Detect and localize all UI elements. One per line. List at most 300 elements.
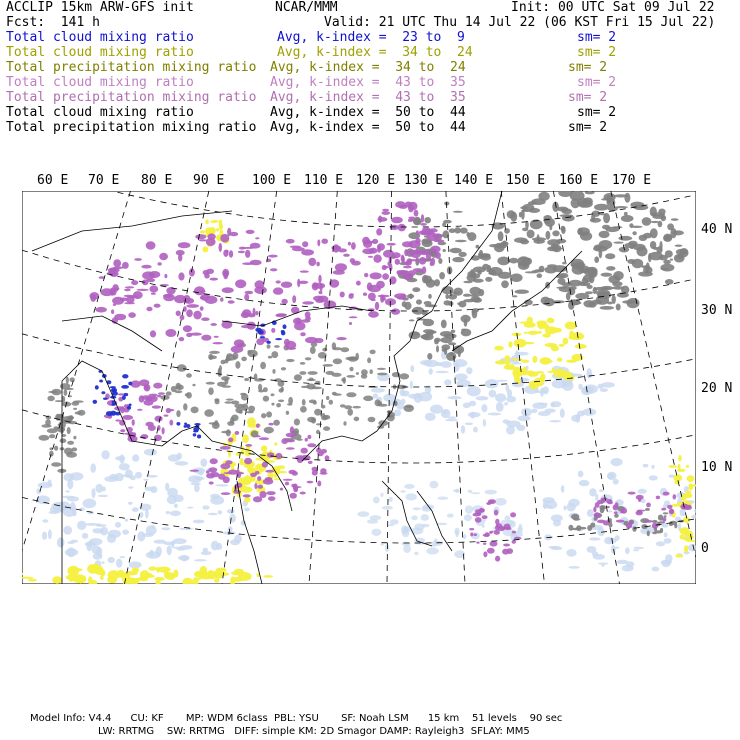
cloud-cell xyxy=(401,490,406,492)
cloud-cell xyxy=(183,325,192,332)
cloud-cell xyxy=(638,497,641,502)
cloud-cell xyxy=(135,472,142,479)
cloud-cell xyxy=(260,336,265,338)
cloud-cell xyxy=(422,504,434,509)
cloud-cell xyxy=(206,470,209,473)
cloud-cell xyxy=(300,406,307,413)
cloud-cell xyxy=(382,265,387,270)
cloud-cell xyxy=(186,309,193,317)
cloud-cell xyxy=(508,341,512,347)
cloud-cell xyxy=(563,338,569,345)
cloud-cell xyxy=(323,364,334,367)
cloud-cell xyxy=(571,514,579,520)
cloud-cell xyxy=(615,206,627,208)
cloud-cell xyxy=(606,499,612,503)
cloud-cell xyxy=(482,525,485,528)
cloud-cell xyxy=(608,275,620,283)
cloud-cell xyxy=(241,486,253,492)
cloud-cell xyxy=(73,400,84,402)
cloud-cell xyxy=(646,503,651,508)
cloud-cell xyxy=(523,371,535,376)
cloud-cell xyxy=(585,191,595,194)
cloud-cell xyxy=(235,279,246,288)
cloud-cell xyxy=(688,483,693,490)
cloud-cell xyxy=(370,272,382,279)
cloud-cell xyxy=(197,578,201,580)
cloud-cell xyxy=(102,561,105,564)
cloud-cell xyxy=(368,311,379,318)
cloud-cell xyxy=(313,401,317,405)
valid-time: Valid: 21 UTC Thu 14 Jul 22 (06 KST Fri 15 Jul 22) xyxy=(324,15,716,30)
cloud-cell xyxy=(454,528,459,535)
cloud-cell xyxy=(649,475,658,480)
cloud-cell xyxy=(137,289,149,291)
cloud-cell xyxy=(100,576,104,580)
cloud-cell xyxy=(568,287,575,295)
cloud-cell xyxy=(569,566,580,569)
cloud-cell xyxy=(210,278,218,281)
cloud-cell xyxy=(227,509,235,514)
cloud-cell xyxy=(174,295,186,303)
cloud-cell xyxy=(73,436,76,440)
cloud-cell xyxy=(452,257,464,262)
cloud-cell xyxy=(57,537,65,547)
cloud-cell xyxy=(513,371,521,378)
legend-avg-3: Avg, k-index = 43 to 35 xyxy=(270,75,466,90)
cloud-cell xyxy=(534,390,548,393)
cloud-cell xyxy=(294,322,305,331)
cloud-cell xyxy=(434,338,441,342)
cloud-cell xyxy=(278,400,284,403)
cloud-cell xyxy=(557,278,565,285)
cloud-cell xyxy=(186,373,192,378)
cloud-cell xyxy=(519,212,522,218)
cloud-cell xyxy=(185,393,189,396)
cloud-cell xyxy=(538,411,551,416)
cloud-cell xyxy=(485,532,490,537)
cloud-cell xyxy=(614,514,619,518)
cloud-cell xyxy=(343,421,346,425)
cloud-cell xyxy=(494,510,498,516)
cloud-cell xyxy=(506,396,516,402)
cloud-cell xyxy=(540,357,552,364)
cloud-cell xyxy=(95,307,107,313)
cloud-cell xyxy=(442,286,454,294)
cloud-cell xyxy=(391,217,403,224)
legend-field-6: Total precipitation mixing ratio xyxy=(6,120,257,135)
cloud-cell xyxy=(176,385,184,391)
cloud-cell xyxy=(415,238,420,244)
cloud-cell xyxy=(220,234,229,243)
cloud-cell xyxy=(489,390,497,398)
cloud-cell xyxy=(311,387,322,390)
cloud-cell xyxy=(532,270,544,273)
cloud-cell xyxy=(261,413,266,418)
cloud-cell xyxy=(225,358,232,361)
cloud-cell xyxy=(68,416,74,419)
cloud-cell xyxy=(55,414,61,421)
cloud-cell xyxy=(406,493,417,500)
cloud-cell xyxy=(422,333,434,340)
cloud-cell xyxy=(449,228,456,233)
cloud-cell xyxy=(496,402,504,412)
cloud-cell xyxy=(481,255,491,261)
cloud-cell xyxy=(307,435,311,439)
cloud-cell xyxy=(607,473,614,480)
lon-label: 140 E xyxy=(454,173,494,188)
cloud-cell xyxy=(178,272,184,280)
cloud-cell xyxy=(194,477,205,481)
cloud-cell xyxy=(286,411,289,415)
cloud-cell xyxy=(551,345,559,351)
cloud-cell xyxy=(120,556,126,558)
cloud-cell xyxy=(216,228,219,232)
cloud-cell xyxy=(377,373,388,376)
cloud-cell xyxy=(146,307,152,312)
cloud-cell xyxy=(63,526,72,535)
cloud-cell xyxy=(395,259,400,265)
cloud-cell xyxy=(421,214,424,222)
cloud-cell xyxy=(263,387,268,392)
cloud-cell xyxy=(120,429,125,432)
cloud-cell xyxy=(410,380,413,389)
cloud-cell xyxy=(164,274,167,278)
cloud-cell xyxy=(244,294,249,301)
cloud-cell xyxy=(200,230,205,233)
cloud-cell xyxy=(175,461,188,466)
cloud-cell xyxy=(638,271,653,276)
cloud-cell xyxy=(495,360,507,364)
cloud-cell xyxy=(208,354,213,360)
cloud-cell xyxy=(469,528,474,530)
cloud-cell xyxy=(209,481,214,484)
cloud-cell xyxy=(239,410,243,413)
cloud-cell xyxy=(652,523,658,529)
cloud-cell xyxy=(414,552,419,555)
cloud-cell xyxy=(559,344,565,347)
cloud-cell xyxy=(290,246,301,249)
cloud-cell xyxy=(246,411,254,413)
cloud-cell xyxy=(132,454,139,461)
cloud-cell xyxy=(276,313,287,316)
cloud-cell xyxy=(271,403,274,406)
cloud-cell xyxy=(439,272,445,279)
cloud-cell xyxy=(514,537,522,540)
cloud-cell xyxy=(210,323,217,326)
cloud-cell xyxy=(412,287,420,292)
cloud-cell xyxy=(547,264,557,267)
cloud-cell xyxy=(151,293,156,295)
cloud-cell xyxy=(648,253,652,262)
cloud-cell xyxy=(255,311,258,315)
cloud-cell xyxy=(217,382,226,387)
cloud-cell xyxy=(356,281,361,286)
cloud-cell xyxy=(146,241,156,249)
cloud-cell xyxy=(651,465,654,469)
cloud-cell xyxy=(192,384,195,387)
cloud-cell xyxy=(122,530,129,535)
cloud-cell xyxy=(66,377,69,384)
cloud-cell xyxy=(127,406,131,410)
cloud-cell xyxy=(441,320,447,329)
cloud-cell xyxy=(455,489,460,493)
cloud-cell xyxy=(512,531,516,534)
cloud-cell xyxy=(108,557,115,563)
cloud-cell xyxy=(495,498,507,506)
cloud-cell xyxy=(430,261,433,266)
cloud-cell xyxy=(258,330,264,334)
cloud-cell xyxy=(559,273,569,278)
cloud-cell xyxy=(111,309,114,314)
cloud-cell xyxy=(633,549,639,551)
cloud-cell xyxy=(536,331,542,334)
cloud-cell xyxy=(90,463,96,473)
cloud-cell xyxy=(208,513,218,516)
legend-field-3: Total cloud mixing ratio xyxy=(6,75,194,90)
cloud-cell xyxy=(504,365,514,370)
cloud-cell xyxy=(305,438,308,442)
cloud-cell xyxy=(587,525,592,531)
model-info-line1: Model Info: V4.4 CU: KF MP: WDM 6class PBL: YSU SF: Noah LSM 15 km 51 levels 90 sec xyxy=(30,713,563,724)
cloud-cell xyxy=(599,505,606,510)
cloud-cell xyxy=(144,386,149,390)
cloud-cell xyxy=(272,369,275,374)
cloud-cell xyxy=(557,357,563,361)
cloud-cell xyxy=(281,330,285,333)
cloud-cell xyxy=(349,293,354,296)
cloud-cell xyxy=(346,375,355,378)
cloud-cell xyxy=(466,232,469,237)
lat-label: 20 N xyxy=(701,381,733,396)
cloud-cell xyxy=(45,419,51,426)
cloud-cell xyxy=(290,426,294,433)
cloud-cell xyxy=(67,541,74,544)
cloud-cell xyxy=(667,505,672,509)
cloud-cell xyxy=(273,420,280,426)
cloud-cell xyxy=(448,342,456,345)
cloud-cell xyxy=(281,438,288,444)
cloud-cell xyxy=(646,262,650,272)
cloud-cell xyxy=(545,218,555,227)
cloud-cell xyxy=(176,410,180,417)
cloud-cell xyxy=(146,525,157,535)
cloud-cell xyxy=(166,408,171,413)
cloud-cell xyxy=(292,295,296,303)
cloud-cell xyxy=(367,282,373,290)
cloud-cell xyxy=(571,415,580,422)
cloud-cell xyxy=(244,507,250,511)
cloud-cell xyxy=(662,517,666,522)
cloud-cell xyxy=(539,321,542,329)
cloud-cell xyxy=(176,422,180,426)
cloud-cell xyxy=(119,463,130,470)
cloud-cell xyxy=(473,298,482,303)
cloud-cell xyxy=(607,302,613,305)
legend-avg-5: Avg, k-index = 50 to 44 xyxy=(270,105,466,120)
cloud-cell xyxy=(128,382,132,386)
cloud-cell xyxy=(255,471,260,474)
legend-field-4: Total precipitation mixing ratio xyxy=(6,90,257,105)
cloud-cell xyxy=(606,266,615,271)
cloud-cell xyxy=(247,322,256,330)
cloud-cell xyxy=(566,360,577,363)
cloud-cell xyxy=(675,245,683,247)
cloud-cell xyxy=(483,543,486,545)
cloud-cell xyxy=(205,227,215,234)
cloud-cell xyxy=(180,545,193,550)
cloud-cell xyxy=(401,542,411,546)
cloud-cell xyxy=(458,252,466,257)
cloud-cell xyxy=(231,577,244,582)
cloud-cell xyxy=(520,239,529,244)
cloud-cell xyxy=(83,499,97,509)
cloud-cell xyxy=(663,512,669,514)
cloud-cell xyxy=(401,399,406,405)
cloud-cell xyxy=(349,367,353,372)
cloud-cell xyxy=(669,509,674,515)
cloud-cell xyxy=(403,405,414,412)
cloud-cell xyxy=(225,460,232,464)
cloud-cell xyxy=(676,249,688,255)
cloud-cell xyxy=(70,472,84,480)
cloud-cell xyxy=(261,445,267,451)
cloud-cell xyxy=(255,237,259,239)
cloud-cell xyxy=(323,415,331,420)
cloud-cell xyxy=(507,210,516,218)
cloud-cell xyxy=(524,332,528,334)
cloud-cell xyxy=(371,299,376,301)
cloud-cell xyxy=(471,492,481,494)
cloud-cell xyxy=(301,386,310,388)
cloud-cell xyxy=(348,357,357,360)
cloud-cell xyxy=(73,577,82,583)
cloud-cell xyxy=(69,568,82,571)
cloud-cell xyxy=(244,497,250,503)
cloud-cell xyxy=(356,372,359,375)
cloud-cell xyxy=(405,261,412,266)
cloud-cell xyxy=(226,399,234,401)
cloud-cell xyxy=(432,234,444,238)
cloud-cell xyxy=(75,411,82,414)
cloud-cell xyxy=(665,279,674,285)
cloud-cell xyxy=(483,551,487,557)
cloud-cell xyxy=(399,373,409,379)
cloud-cell xyxy=(128,486,133,488)
cloud-cell xyxy=(346,392,356,397)
cloud-cell xyxy=(313,283,325,289)
cloud-cell xyxy=(675,554,683,557)
cloud-cell xyxy=(344,405,352,409)
cloud-cell xyxy=(326,396,329,400)
cloud-cell xyxy=(286,359,294,362)
cloud-cell xyxy=(582,277,588,285)
cloud-cell xyxy=(241,446,245,455)
cloud-cell xyxy=(542,333,550,337)
cloud-cell xyxy=(538,381,543,386)
cloud-cell xyxy=(67,427,71,434)
cloud-cell xyxy=(122,415,133,420)
cloud-cell xyxy=(539,403,548,405)
cloud-cell xyxy=(285,341,296,350)
cloud-cell xyxy=(305,357,311,360)
cloud-cell xyxy=(362,237,370,245)
cloud-cell xyxy=(510,512,516,517)
cloud-cell xyxy=(291,307,299,314)
cloud-cell xyxy=(476,542,479,544)
cloud-cell xyxy=(235,361,240,369)
cloud-cell xyxy=(207,570,213,578)
cloud-cell xyxy=(613,479,619,485)
cloud-cell xyxy=(283,479,293,481)
cloud-cell xyxy=(602,225,610,230)
cloud-cell xyxy=(408,219,413,222)
cloud-cell xyxy=(521,360,529,363)
cloud-cell xyxy=(656,541,665,546)
cloud-cell xyxy=(273,287,283,294)
cloud-cell xyxy=(556,239,566,244)
cloud-cell xyxy=(408,217,415,220)
cloud-cell xyxy=(515,290,529,294)
cloud-cell xyxy=(643,464,649,468)
cloud-cell xyxy=(463,403,471,409)
cloud-cell xyxy=(259,491,266,498)
cloud-cell xyxy=(221,376,230,381)
legend-sm-1: sm= 2 xyxy=(577,45,617,60)
cloud-cell xyxy=(276,280,281,283)
cloud-cell xyxy=(228,437,233,442)
cloud-cell xyxy=(605,253,615,259)
cloud-cell xyxy=(429,228,438,232)
cloud-cell xyxy=(201,317,209,321)
cloud-cell xyxy=(552,379,567,388)
cloud-cell xyxy=(441,409,451,418)
cloud-cell xyxy=(161,527,170,530)
cloud-cell xyxy=(561,226,566,232)
cloud-cell xyxy=(594,204,609,211)
cloud-cell xyxy=(241,357,247,362)
lon-label: 80 E xyxy=(141,173,173,188)
cloud-cell xyxy=(150,330,156,337)
cloud-cell xyxy=(336,337,346,340)
cloud-cell xyxy=(200,306,204,311)
cloud-cell xyxy=(206,382,215,385)
cloud-cell xyxy=(532,356,537,363)
cloud-cell xyxy=(668,465,677,468)
cloud-cell xyxy=(616,560,628,564)
cloud-cell xyxy=(219,243,223,252)
cloud-cell xyxy=(320,468,326,474)
cloud-cell xyxy=(670,228,676,238)
cloud-cell xyxy=(232,352,238,359)
cloud-cell xyxy=(434,240,445,243)
cloud-cell xyxy=(527,230,535,239)
cloud-cell xyxy=(489,532,492,534)
cloud-cell xyxy=(438,258,442,264)
cloud-cell xyxy=(128,312,136,318)
cloud-cell xyxy=(109,270,118,277)
cloud-cell xyxy=(190,470,200,472)
cloud-cell xyxy=(551,547,563,551)
cloud-cell xyxy=(401,293,405,299)
cloud-cell xyxy=(514,352,529,356)
cloud-cell xyxy=(162,427,165,434)
cloud-cell xyxy=(281,282,292,288)
cloud-cell xyxy=(565,322,577,330)
cloud-cell xyxy=(177,364,187,371)
cloud-cell xyxy=(599,240,613,249)
cloud-cell xyxy=(100,527,108,536)
cloud-cell xyxy=(240,458,244,465)
